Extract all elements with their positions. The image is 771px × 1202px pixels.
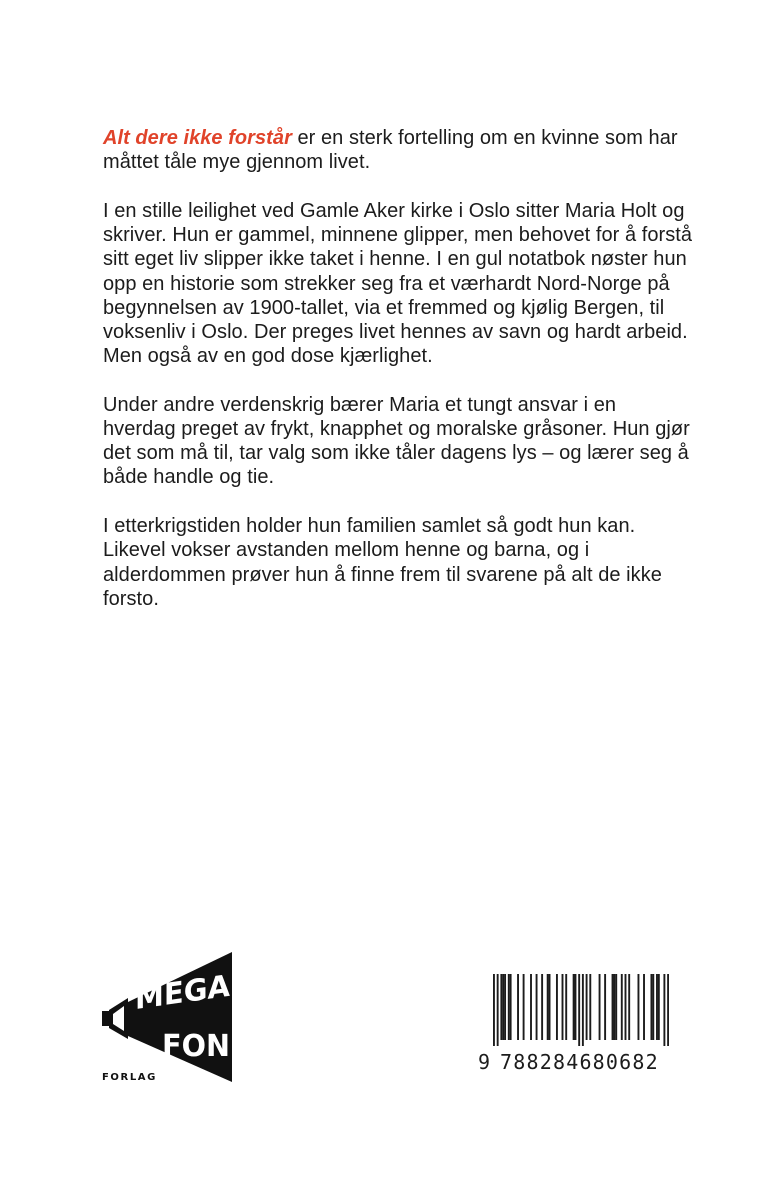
barcode-bar <box>536 974 538 1040</box>
barcode-bar <box>547 974 549 1040</box>
barcode-bar <box>582 974 584 1046</box>
barcode-bars <box>493 974 669 1046</box>
barcode-bar <box>578 974 580 1046</box>
barcode-bar <box>517 974 519 1040</box>
barcode-bar <box>589 974 591 1040</box>
blurb-paragraph: I etterkrigstiden holder hun familien samlet så godt hun kan. Likevel vokser avstanden mellom henne og barna, og i alderdommen prøver hun å finne frem til svarene på alt de ikke forsto. <box>103 515 662 610</box>
barcode-bar <box>658 974 660 1040</box>
barcode-bar <box>663 974 665 1046</box>
barcode-bar <box>613 974 615 1040</box>
barcode-bar <box>510 974 512 1040</box>
barcode-digits <box>478 1048 672 1076</box>
blurb-paragraph: I en stille leilighet ved Gamle Aker kirke i Oslo sitter Maria Holt og skriver. Hun er gammel, minnene glipper, men behovet for å forstå sitt eget liv slipper ikke taket i henne. I en gul notatbok nøster hun opp en historie som strekker seg fra et værhardt Nord-Norge på begynnelsen av 1900-tallet, via et fremmed og kjølig Bergen, til voksenliv i Oslo. Der preges livet hennes av savn og hardt arbeid. Men også av en god dose kjærlighet. <box>103 199 693 368</box>
megaphone-icon <box>100 948 240 1088</box>
book-title-highlight: Alt dere ikke forstår <box>103 127 292 149</box>
barcode-bar <box>643 974 645 1040</box>
barcode-bar <box>575 974 577 1040</box>
barcode-bar <box>502 974 504 1040</box>
barcode-bar <box>652 974 654 1040</box>
barcode-bar <box>667 974 669 1046</box>
publisher-name: FORLAG <box>102 1072 157 1083</box>
barcode-bar <box>493 974 495 1046</box>
blurb-paragraph: Under andre verdenskrig bærer Maria et tungt ansvar i en hverdag preget av frykt, knapphet og moralske gråsoner. Hun gjør det som må til, tar valg som ikke tåler dagens lys – og lærer seg å både handle og tie. <box>103 393 690 489</box>
barcode-number: 788284680682 <box>500 1050 659 1074</box>
blurb-intro <box>103 126 693 174</box>
barcode-bar <box>625 974 627 1040</box>
barcode-bar <box>650 974 652 1040</box>
barcode-bar <box>599 974 601 1040</box>
svg-text:FON: FON <box>162 1029 230 1064</box>
barcode-bar <box>541 974 543 1040</box>
barcode-bar <box>497 974 499 1046</box>
isbn-barcode <box>476 966 672 1076</box>
barcode-bar <box>638 974 640 1040</box>
barcode-lead-digit: 9 <box>478 1050 492 1074</box>
barcode-bar <box>586 974 588 1040</box>
barcode-bar <box>549 974 551 1040</box>
barcode-bar <box>530 974 532 1040</box>
barcode-bar <box>656 974 658 1040</box>
barcode-bar <box>523 974 525 1040</box>
publisher-logo <box>100 948 240 1088</box>
blurb-intro-text: er en sterk fortelling om en kvinne som har måttet tåle mye gjennom livet. <box>103 127 678 174</box>
barcode-bar <box>504 974 506 1040</box>
back-cover-blurb <box>103 126 693 635</box>
barcode-bar <box>562 974 564 1040</box>
barcode-bar <box>508 974 510 1040</box>
barcode-bar <box>500 974 502 1040</box>
barcode-bar <box>628 974 630 1040</box>
barcode-bar <box>556 974 558 1040</box>
barcode-bar <box>612 974 614 1040</box>
barcode-bar <box>604 974 606 1040</box>
svg-text:MEGA: MEGA <box>135 968 234 1018</box>
barcode-bar <box>621 974 623 1040</box>
barcode-bar <box>615 974 617 1040</box>
barcode-bar <box>573 974 575 1040</box>
barcode-bar <box>565 974 567 1040</box>
